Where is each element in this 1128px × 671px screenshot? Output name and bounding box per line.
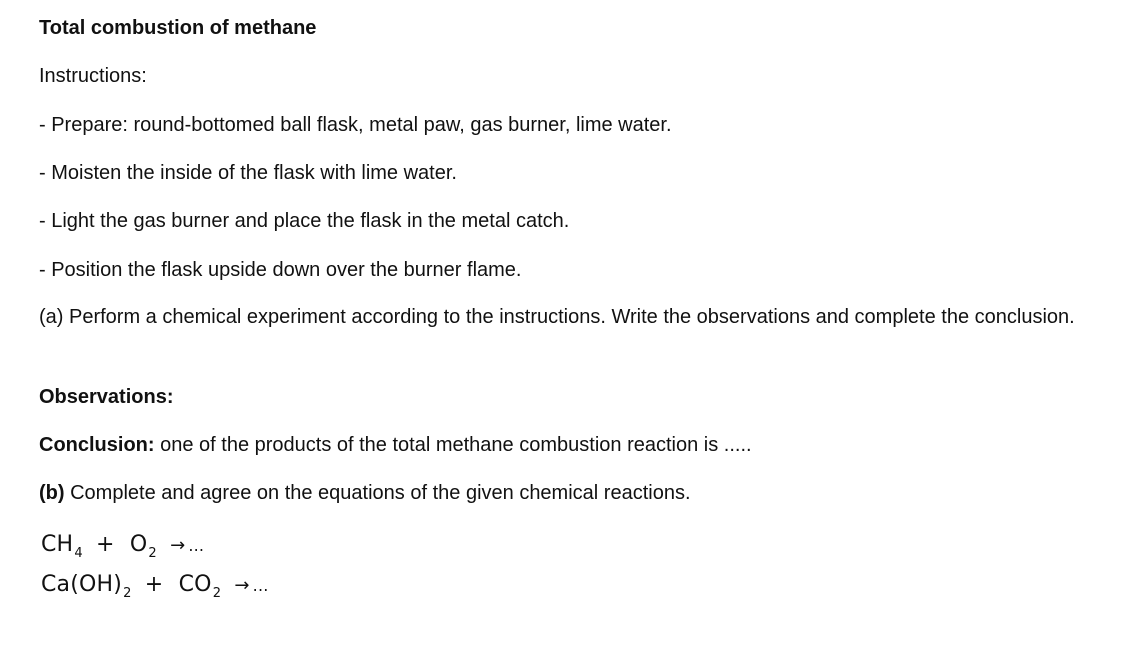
conclusion-text: one of the products of the total methane combustion reaction is ..... xyxy=(154,434,752,456)
instruction-step: - Light the gas burner and place the flask in the metal catch. xyxy=(39,210,570,232)
task-a-text: (a) Perform a chemical experiment according to the instructions. Write the observations and complete the conclusion. xyxy=(39,306,1075,328)
reaction-arrow: → xyxy=(234,575,250,596)
product-placeholder: ... xyxy=(188,536,205,555)
subscript: 2 xyxy=(123,586,132,601)
plus-sign: + xyxy=(96,532,115,557)
conclusion-label: Conclusion: xyxy=(39,434,155,456)
subscript: 2 xyxy=(148,546,157,561)
product-placeholder: ... xyxy=(252,576,269,595)
task-b-line xyxy=(39,481,691,505)
reactant-formula: CH xyxy=(41,532,74,557)
reactant-formula: CO xyxy=(178,572,212,597)
subscript: 2 xyxy=(212,586,222,601)
task-b-text: Complete and agree on the equations of the given chemical reactions. xyxy=(64,482,691,504)
instructions-heading: Instructions: xyxy=(39,65,147,87)
reactant-formula: O xyxy=(129,532,148,557)
instruction-step: - Prepare: round-bottomed ball flask, metal paw, gas burner, lime water. xyxy=(39,114,672,136)
reaction-arrow: → xyxy=(170,535,186,556)
subscript: 4 xyxy=(74,546,83,561)
conclusion-line xyxy=(39,433,752,457)
task-b-label: (b) xyxy=(39,482,65,504)
instruction-step: - Position the flask upside down over the burner flame. xyxy=(39,259,522,281)
instruction-step: - Moisten the inside of the flask with lime water. xyxy=(39,162,457,184)
reactant-formula: Ca(OH) xyxy=(41,572,123,597)
page-title: Total combustion of methane xyxy=(39,17,317,39)
equation-methane-combustion xyxy=(41,530,204,569)
equation-limewater-reaction xyxy=(41,570,269,609)
plus-sign: + xyxy=(144,572,164,597)
observations-label: Observations: xyxy=(39,386,174,408)
